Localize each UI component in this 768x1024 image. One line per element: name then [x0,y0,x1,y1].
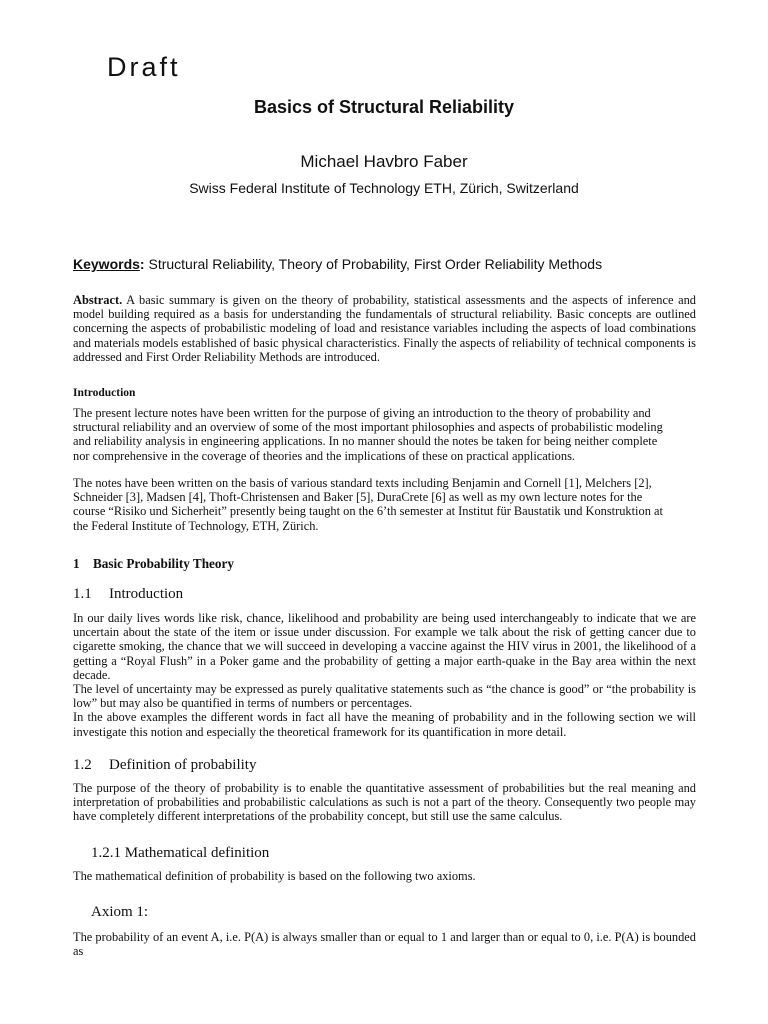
section-1-2-1-body: The mathematical definition of probability is based on the following two axioms. [73,869,476,883]
text-line: Schneider [3], Madsen [4], Thoft-Christensen and Baker [5], DuraCrete [6] as well as my own lecture notes for the [73,490,643,505]
axiom-1-body: The probability of an event A, i.e. P(A) is always smaller than or equal to 1 and larger than or equal to 0, i.e. P(A) is bounded as [73,930,696,959]
keywords-label: Keywords [73,256,140,272]
introduction-heading: Introduction [73,387,136,399]
introduction-paragraph-1 [73,406,696,463]
section-1-heading [73,556,234,572]
section-1-1-heading [73,586,183,603]
abstract-label: Abstract. [73,293,123,307]
introduction-paragraph-2 [73,476,696,533]
text-line: The present lecture notes have been written for the purpose of giving an introduction to the theory of probability and [73,406,651,420]
body-paragraph: In our daily lives words like risk, chance, likelihood and probability are being used interchangeably to indicate that we are uncertain about the state of the item or issue under discussion. For example we talk about the risk of getting cancer due to cigarette smoking, the chance that we will succeed in developing a vaccine against the HIV virus in 2001, the likelihood of a getting a “Royal Flush” in a Poker game and the probability of getting a major earth-quake in the Bay area within the next decade. [73,611,696,682]
keywords-line [73,256,602,272]
axiom-1-heading: Axiom 1: [91,904,149,920]
section-number: 1.2 [73,757,92,773]
section-1-2-body: The purpose of the theory of probability is to enable the quantitative assessment of probabilities but the real meaning and interpretation of probabilities and probabilistic calculations as such is not a part of the theory. Consequently two people may have completely different interpretations of the probability concept, but still use the same calculus. [73,781,696,824]
text-line: course “Risiko und Sicherheit” presently being taught on the 6’th semester at Institut für Baustatik und Konstruktion at [73,504,663,519]
section-1-2-heading [73,757,256,774]
paper-title: Basics of Structural Reliability [253,97,515,117]
keywords-text: Structural Reliability, Theory of Probability, First Order Reliability Methods [144,256,603,272]
draft-watermark-label: Draft [107,52,181,82]
section-title: Basic Probability Theory [93,556,234,571]
text-line: structural reliability and an overview of some of the most important philosophies and aspects of probabilistic modeling [73,420,663,435]
author-name: Michael Havbro Faber [300,152,468,171]
text-line: The notes have been written on the basis of various standard texts including Benjamin and Cornell [1], Melchers [2], [73,476,652,490]
section-1-2-1-heading: 1.2.1 Mathematical definition [91,845,270,861]
text-line: the Federal Institute of Technology, ETH, Zürich. [73,518,319,533]
body-paragraph: The level of uncertainty may be expressed as purely qualitative statements such as “the chance is good” or “the probability is low” but may also be quantified in terms of numbers or percentages. [73,682,696,711]
keywords-colon: : [139,256,145,272]
abstract-text: A basic summary is given on the theory of probability, statistical assessments and the aspects of inference and model building required as a basis for understanding the fundamentals of structural reliability. Basic concepts are outlined concerning the aspects of probabilistic modeling of load and resistance variables including the aspects of load combinations and materials models established of basic physical characteristics. Finally the aspects of reliability of technical components is addressed and First Order Reliability Methods are introduced. [73,293,696,364]
author-affiliation: Swiss Federal Institute of Technology ETH, Zürich, Switzerland [189,180,579,196]
section-title: Introduction [109,586,184,602]
abstract-paragraph [73,293,696,364]
text-line: nor comprehensive in the coverage of theories and the implications of these on practical applications. [73,448,575,463]
section-number: 1 [73,556,80,571]
section-title: Definition of probability [109,757,257,773]
section-number: 1.1 [73,586,92,602]
body-paragraph: In the above examples the different words in fact all have the meaning of probability and in the following section we will investigate this notion and especially the theoretical framework for its quantification in more detail. [73,710,696,739]
text-line: and reliability analysis in engineering applications. In no manner should the notes be taken for being neither complete [73,434,658,449]
section-1-1-body [73,611,696,739]
